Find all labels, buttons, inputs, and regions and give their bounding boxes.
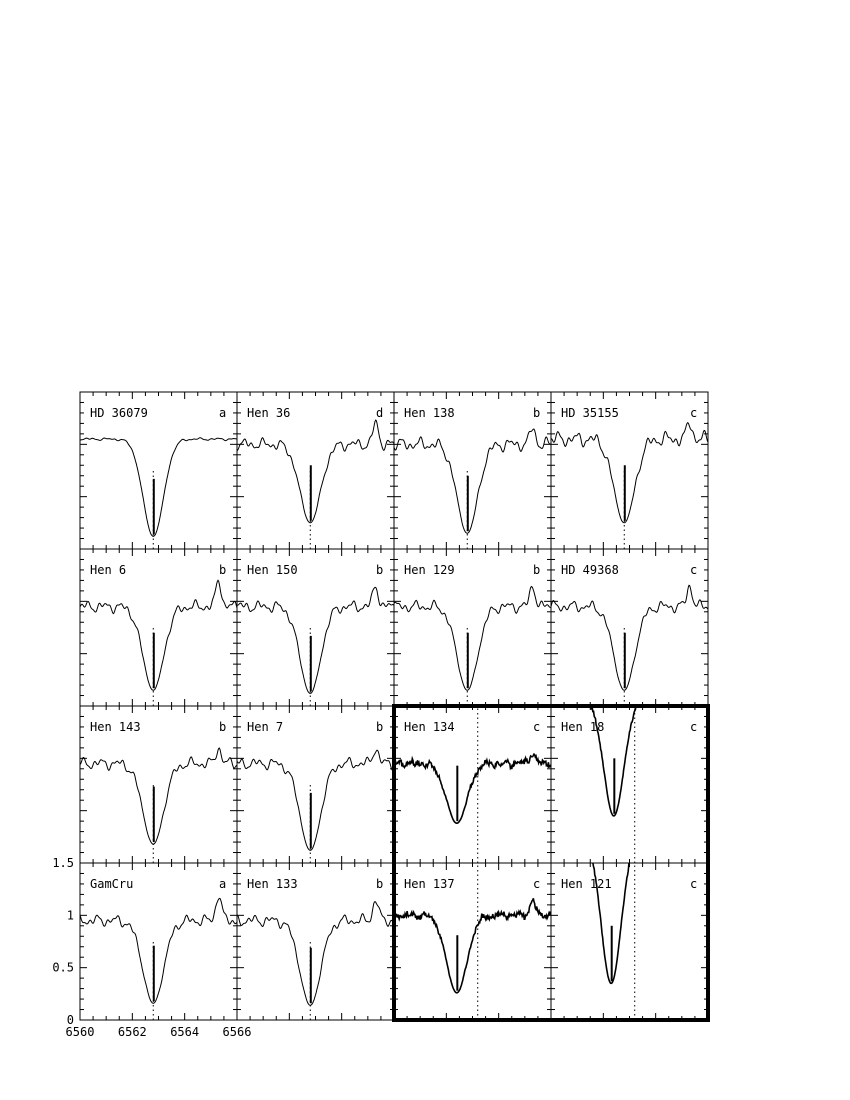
spectrum-line bbox=[394, 754, 551, 823]
panel-tag: c bbox=[690, 877, 698, 891]
panel-hen-6 bbox=[80, 549, 237, 706]
panel-name: Hen 143 bbox=[90, 720, 141, 734]
panel-tag: b bbox=[219, 720, 227, 734]
panel-tag: b bbox=[533, 406, 541, 420]
spectrum-line bbox=[80, 438, 237, 537]
panel-hen-121 bbox=[551, 828, 708, 1020]
panel-hen-18 bbox=[551, 692, 708, 863]
panel-tag: c bbox=[690, 563, 698, 577]
panel-tag: c bbox=[533, 720, 541, 734]
panel-hen-129 bbox=[394, 549, 551, 706]
panel-name: Hen 134 bbox=[404, 720, 455, 734]
spectrum-line bbox=[394, 429, 551, 533]
spectrum-line bbox=[551, 828, 708, 984]
panel-tag: a bbox=[219, 406, 227, 420]
panel-hen-133 bbox=[237, 863, 394, 1020]
spectrum-line bbox=[551, 692, 708, 816]
panel-name: Hen 121 bbox=[561, 877, 612, 891]
panel-hen-150 bbox=[237, 549, 394, 706]
spectrum-line bbox=[237, 420, 394, 523]
x-tick-label: 6566 bbox=[222, 1025, 252, 1039]
y-tick-label: 1.5 bbox=[52, 856, 74, 870]
panel-name: Hen 18 bbox=[561, 720, 605, 734]
panel-tag: b bbox=[376, 720, 384, 734]
spectrum-line bbox=[551, 585, 708, 690]
panel-hen-134 bbox=[394, 696, 551, 863]
panel-hd-36079 bbox=[80, 392, 237, 549]
panel-tag: b bbox=[533, 563, 541, 577]
spectrum-line bbox=[80, 580, 237, 690]
panel-hen-143 bbox=[80, 706, 237, 863]
spectrum-line bbox=[394, 587, 551, 691]
panel-tag: a bbox=[219, 877, 227, 891]
panel-name: Hen 137 bbox=[404, 877, 455, 891]
panel-tag: b bbox=[376, 563, 384, 577]
panel-tag: b bbox=[219, 563, 227, 577]
y-tick-label: 0.5 bbox=[52, 960, 74, 975]
panel-tag: c bbox=[533, 877, 541, 891]
panel-tag: c bbox=[690, 406, 698, 420]
panel-hd-35155 bbox=[551, 392, 708, 549]
x-tick-label: 6564 bbox=[170, 1025, 200, 1039]
panel-hen-138 bbox=[394, 392, 551, 549]
y-tick-label: 0 bbox=[66, 1013, 74, 1027]
panel-name: HD 35155 bbox=[561, 406, 619, 420]
panel-hen-7 bbox=[237, 706, 394, 863]
panel-name: Hen 6 bbox=[90, 563, 127, 577]
spectrum-line bbox=[80, 748, 237, 844]
spectrum-line bbox=[237, 750, 394, 850]
x-tick-label: 6562 bbox=[117, 1025, 147, 1039]
panel-name: Hen 138 bbox=[404, 406, 455, 420]
panel-name: Hen 129 bbox=[404, 563, 455, 577]
panel-name: Hen 133 bbox=[247, 877, 298, 891]
panel-name: GamCru bbox=[90, 877, 134, 891]
panel-hd-49368 bbox=[551, 549, 708, 706]
panel-hen-36 bbox=[237, 392, 394, 549]
spectrum-line bbox=[394, 898, 551, 993]
panel-hen-137 bbox=[394, 853, 551, 1020]
panel-tag: d bbox=[376, 406, 384, 420]
spectrum-line bbox=[237, 587, 394, 693]
panel-tag: c bbox=[690, 720, 698, 734]
x-tick-label: 6560 bbox=[65, 1025, 95, 1039]
spectrum-line bbox=[551, 423, 708, 523]
panel-gamcru bbox=[80, 863, 237, 1020]
panel-name: HD 36079 bbox=[90, 406, 148, 420]
spectrum-line bbox=[237, 902, 394, 1006]
panel-name: Hen 150 bbox=[247, 563, 298, 577]
panel-tag: b bbox=[376, 877, 384, 891]
panel-name: Hen 7 bbox=[247, 720, 284, 734]
spectrum-line bbox=[80, 898, 237, 1003]
axis-layer bbox=[52, 706, 708, 1039]
y-tick-label: 1 bbox=[66, 908, 74, 923]
panel-name: Hen 36 bbox=[247, 406, 291, 420]
panel-name: HD 49368 bbox=[561, 563, 619, 577]
